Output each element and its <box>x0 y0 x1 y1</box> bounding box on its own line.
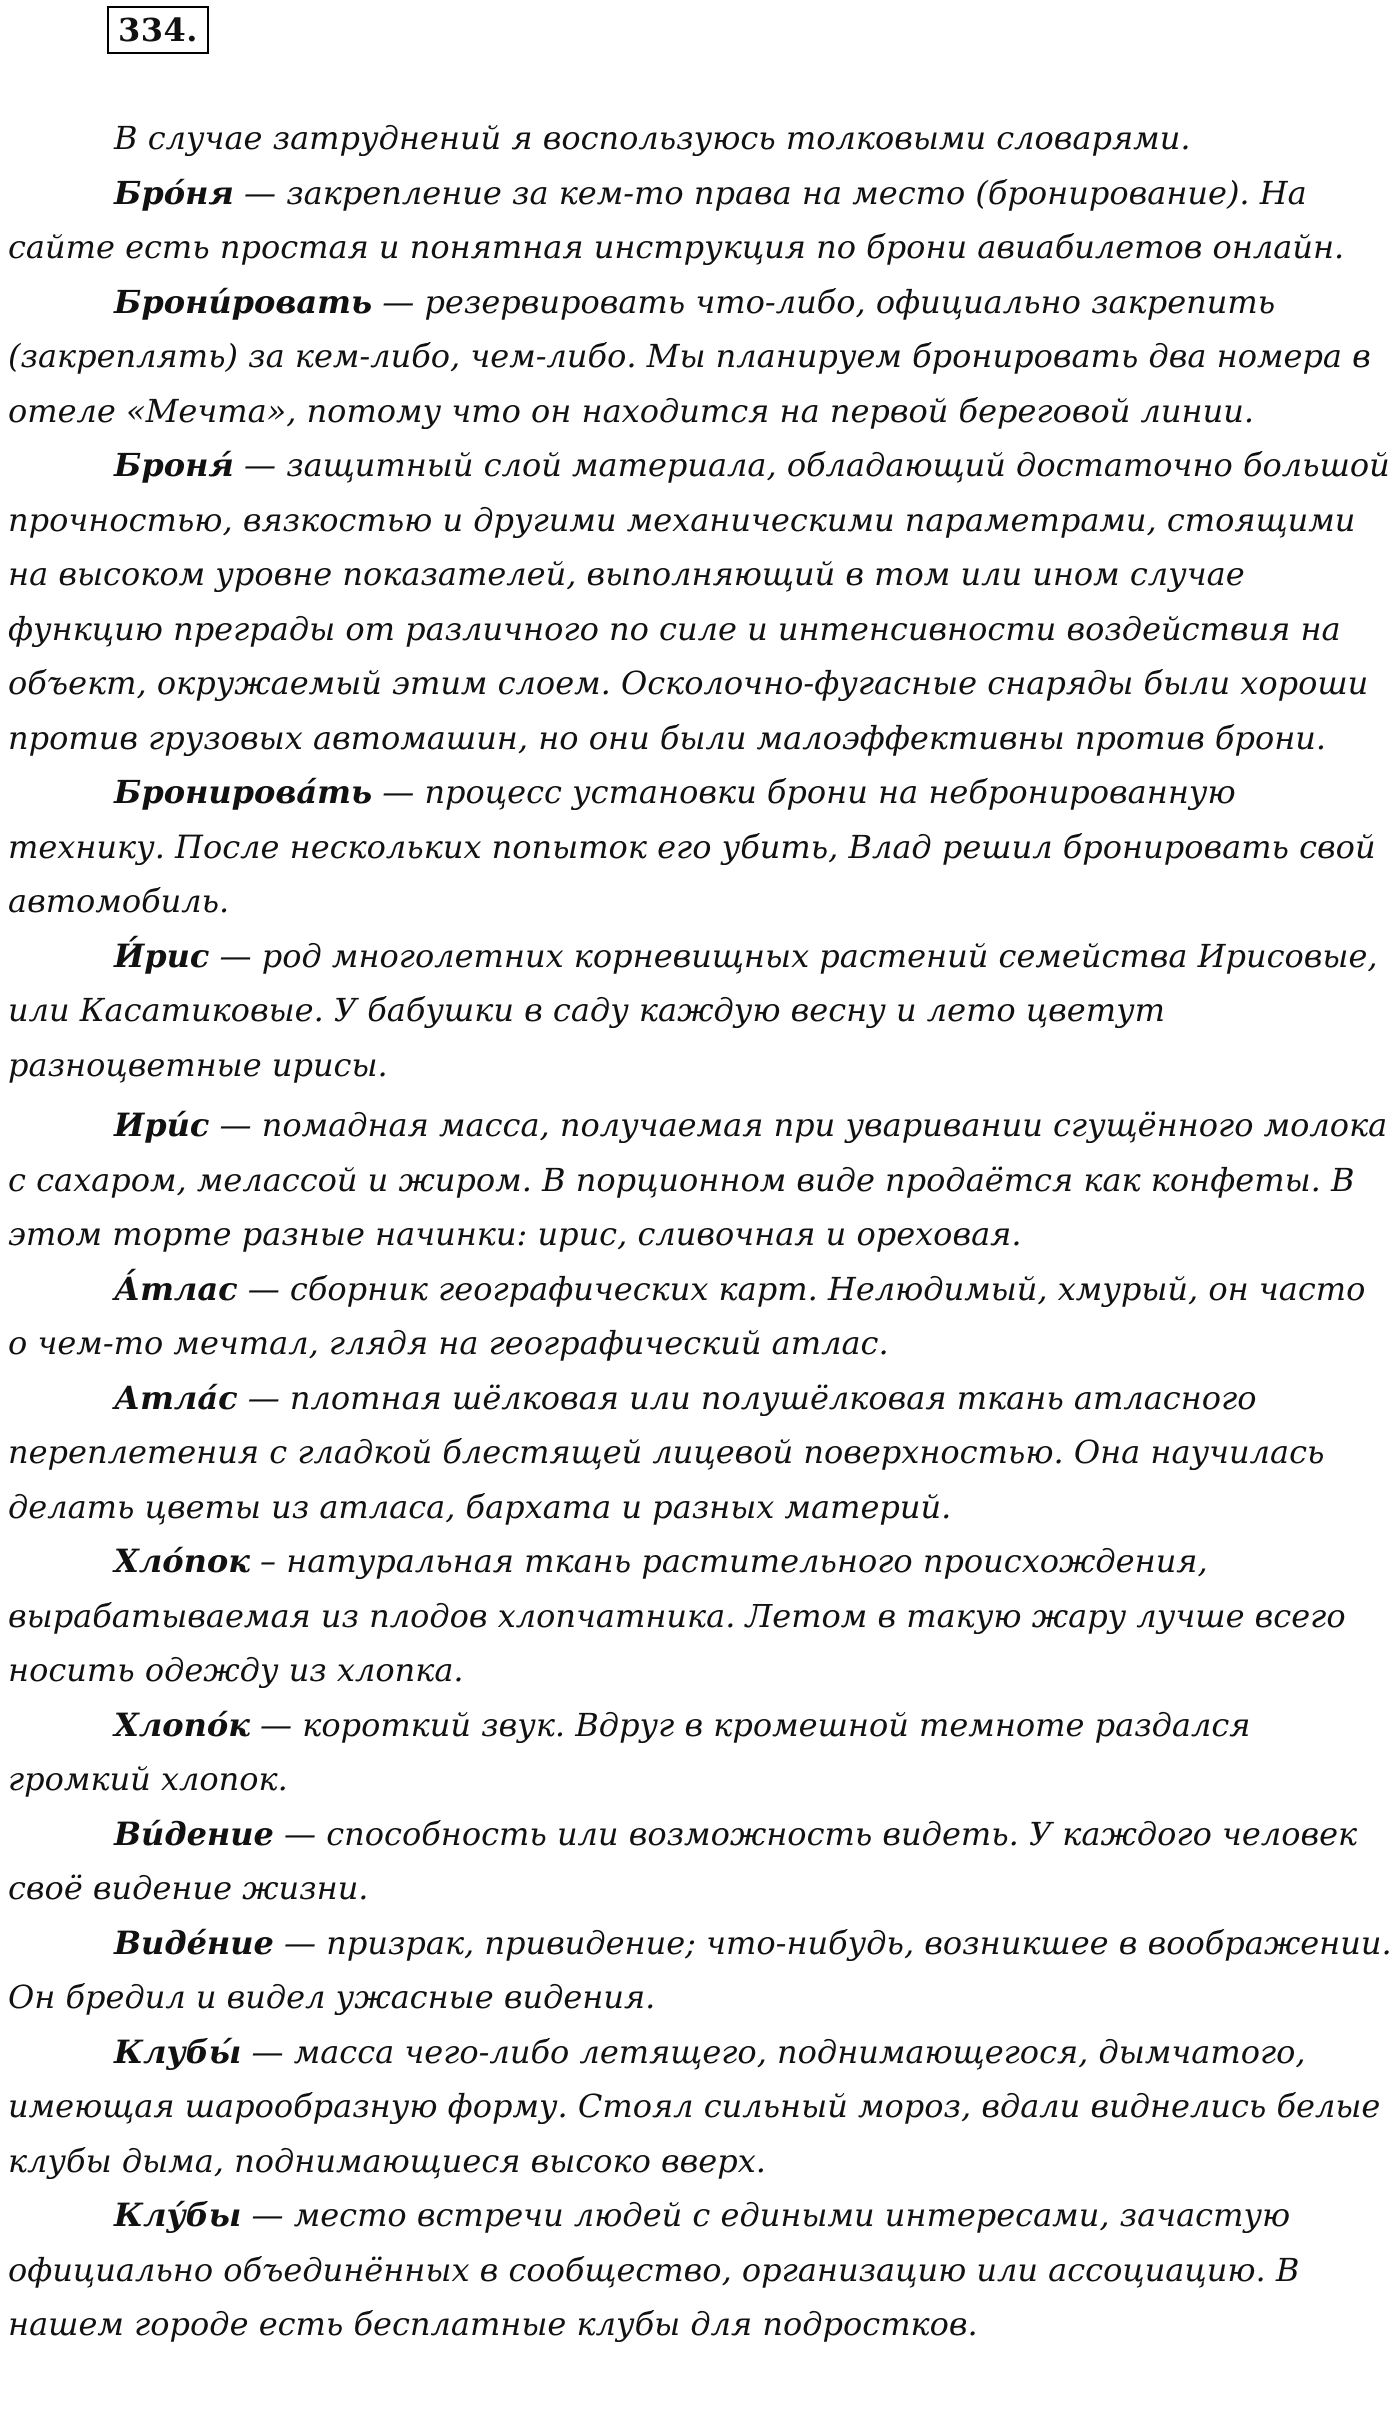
entry-definition: — место встречи людей с едиными интересами, зачастую официально объединённых в сообщество, организацию или ассоциацию. В нашем городе есть бесплатные клубы для подростков. <box>8 2196 1300 2343</box>
entry-khlopok-2 <box>8 1698 1393 1807</box>
entry-definition: — помадная масса, получаемая при уваривании сгущённого молока с сахаром, мелассой и жиром. В порционном виде продаётся как конфеты. В этом торте разные начинки: ирис, сливочная и ореховая. <box>8 1106 1388 1253</box>
entry-term: Хлопо́к <box>114 1705 250 1744</box>
document-body <box>8 111 1393 2352</box>
entry-term: И́рис <box>114 936 210 975</box>
entry-kluby-1 <box>8 2025 1393 2189</box>
entry-term: Ири́с <box>114 1106 210 1144</box>
entry-definition: – натуральная ткань растительного происхождения, вырабатываемая из плодов хлопчатника. Летом в такую жару лучше всего носить одежду из хлопка. <box>8 1542 1346 1689</box>
entry-term: Хло́пок <box>114 1542 250 1580</box>
entry-term: Ви́дение <box>114 1814 274 1853</box>
entry-definition: — плотная шёлковая или полушёлковая ткань атласного переплетения с гладкой блестящей лицевой поверхностью. Она научилась делать цветы из атласа, бархата и разных материй. <box>8 1378 1325 1526</box>
entry-term: Броня́ <box>114 446 234 484</box>
entry-atlas-1 <box>8 1262 1393 1371</box>
entry-definition: — масса чего-либо летящего, поднимающегося, дымчатого, имеющая шарообразную форму. Стоял сильный мороз, вдали виднелись белые клубы дыма, поднимающиеся высоко вверх. <box>8 2032 1381 2180</box>
task-number-box: 334. <box>107 6 209 54</box>
entry-iris-1 <box>8 929 1393 1093</box>
entry-bronirovat-2 <box>8 765 1393 929</box>
entry-term: Бронирова́ть <box>114 773 373 811</box>
entry-definition: — резервировать что-либо, официально закрепить (закреплять) за кем-либо, чем-либо. Мы планируем бронировать два номера в отеле «Мечта», потому что он находится на первой береговой линии. <box>8 282 1371 430</box>
entry-definition: — род многолетних корневищных растений семейства Ирисовые, или Касатиковые. У бабушки в саду каждую весну и лето цветут разноцветные ирисы. <box>8 936 1378 1084</box>
entry-videnie-1 <box>8 1807 1393 1916</box>
entry-term: Клубы́ <box>114 2032 242 2071</box>
entry-bronya-1 <box>8 166 1393 275</box>
entry-term: Виде́ние <box>114 1923 274 1962</box>
entry-term: Атла́с <box>114 1378 238 1417</box>
entry-definition: — короткий звук. Вдруг в кромешной темноте раздался громкий хлопок. <box>8 1705 1251 1798</box>
entry-definition: — процесс установки брони на небронированную технику. После нескольких попыток его убить, Влад решил бронировать свой автомобиль. <box>8 773 1376 920</box>
entry-definition: — защитный слой материала, обладающий достаточно большой прочностью, вязкостью и другими механическими параметрами, стоящими на высоком уровне показателей, выполняющий в том или ином случае функцию преграды от различного по силе и интенсивности воздействия на объект, окружаемый этим слоем. Осколочно-фугасные снаряды были хороши против грузовых автомашин, но они были малоэффективны против брони. <box>8 446 1390 757</box>
entry-term: Бро́ня <box>114 173 234 212</box>
entry-iris-2 <box>8 1098 1393 1262</box>
entry-definition: — закрепление за кем-то права на место (бронирование). На сайте есть простая и понятная инструкция по брони авиабилетов онлайн. <box>8 173 1345 266</box>
entry-definition: — способность или возможность видеть. У каждого человек своё видение жизни. <box>8 1814 1358 1907</box>
entry-videnie-2 <box>8 1916 1393 2025</box>
entry-kluby-2 <box>8 2188 1393 2352</box>
entry-khlopok-1 <box>8 1534 1393 1698</box>
entry-definition: — призрак, привидение; что-нибудь, возникшее в воображении. Он бредил и видел ужасные видения. <box>8 1923 1392 2016</box>
entry-term: Клу́бы <box>114 2196 242 2234</box>
entry-atlas-2 <box>8 1371 1393 1535</box>
entry-term: Брони́ровать <box>114 282 373 321</box>
entry-definition: — сборник географических карт. Нелюдимый, хмурый, он часто о чем-то мечтал, глядя на географический атлас. <box>8 1269 1366 1362</box>
entry-bronya-2 <box>8 438 1393 765</box>
entry-bronirovat-1 <box>8 275 1393 439</box>
entry-term: А́тлас <box>114 1269 238 1308</box>
intro-paragraph: В случае затруднений я воспользуюсь толковыми словарями. <box>114 119 1191 157</box>
